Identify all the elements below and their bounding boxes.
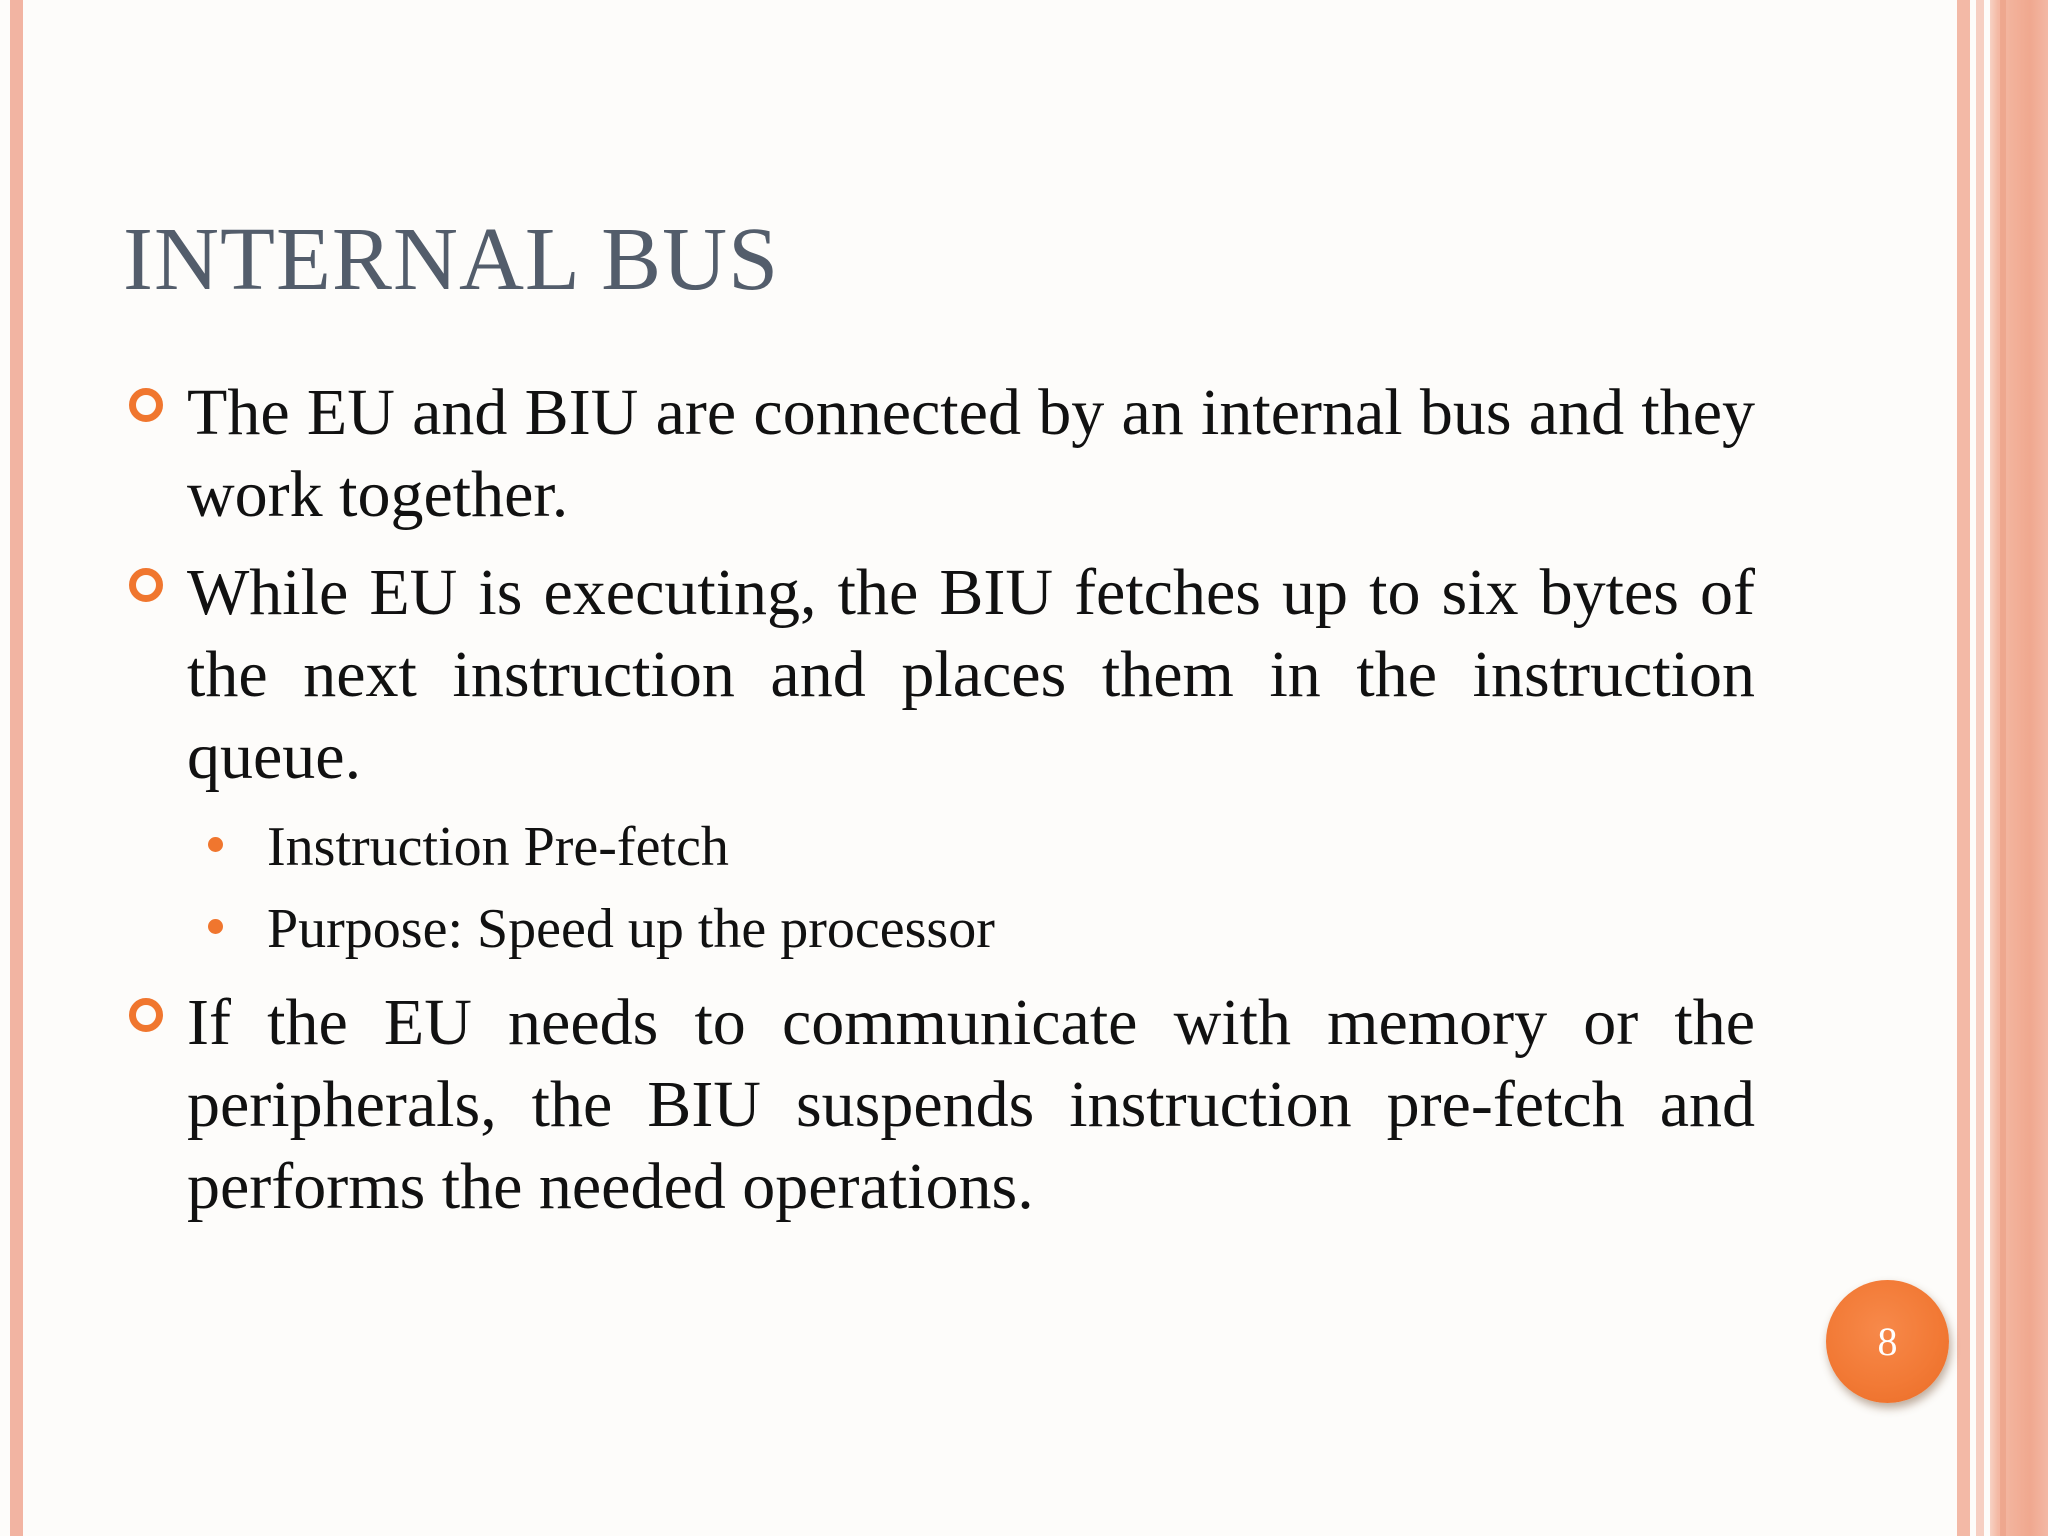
bullet-text: The EU and BIU are connected by an internal bus and they work together. [187,376,1755,531]
dot-bullet-icon [208,837,223,852]
sub-bullet-list [125,806,1755,970]
ring-bullet-icon [129,388,163,422]
left-border-stripe [10,0,23,1536]
right-decor-band [2000,0,2006,1536]
bullet-item [125,982,1755,1228]
sub-bullet-text: Instruction Pre-fetch [267,816,729,878]
ring-bullet-icon [129,998,163,1032]
bullet-text: While EU is executing, the BIU fetches up to six bytes of the next instruction and places them in the instruction queue. [187,556,1755,793]
dot-bullet-icon [208,919,223,934]
slide-title: INTERNAL BUS [123,210,780,309]
right-decor-band [1976,0,1984,1536]
bullet-item [125,372,1755,536]
ring-bullet-icon [129,568,163,602]
bullet-item [125,552,1755,798]
bullet-text: If the EU needs to communicate with memory or the peripherals, the BIU suspends instruction pre-fetch and performs the needed operations. [187,986,1755,1223]
right-decor-band [1957,0,1970,1536]
slide-content [125,372,1755,1244]
sub-bullet-text: Purpose: Speed up the processor [267,898,995,960]
sub-bullet-item [125,806,1755,888]
page-number-badge: 8 [1826,1280,1949,1403]
right-decor-band [1990,0,2048,1536]
sub-bullet-item [125,888,1755,970]
